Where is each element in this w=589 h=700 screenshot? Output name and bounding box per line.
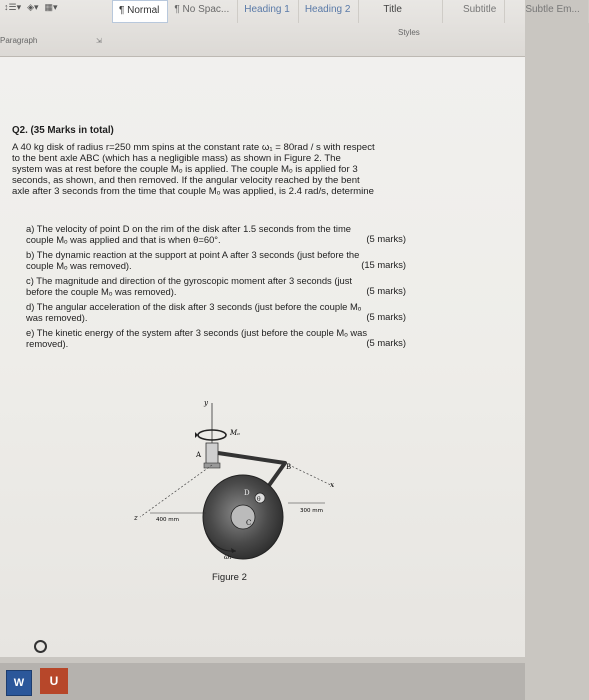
paragraph-group-label: Paragraph [0,36,38,45]
subq-line: before the couple Mₒ was removed). [26,285,177,297]
circle-cursor-icon [34,640,47,653]
z-label: z [134,514,138,522]
z-axis-line [140,465,212,517]
figure-2-diagram [120,395,350,565]
style-title[interactable]: Title [359,0,443,23]
subquestion-d [26,302,416,323]
style-heading-1[interactable]: Heading 1 [238,0,299,23]
subquestion-a [26,224,416,245]
subq-line: couple Mₒ was applied and that is when θ=60°. [26,233,221,245]
ribbon [0,0,580,57]
subq-line: a) The velocity of point D on the rim of the disk after 1.5 seconds from the time [26,223,351,234]
subq-line: b) The dynamic reaction at the support at point A after 3 seconds (just before the [26,249,360,260]
marks-label: (5 marks) [366,285,406,296]
body-line: A 40 kg disk of radius r=250 mm spins at the constant rate ω₁ = 80rad / s with respect [12,142,375,153]
shading-icon[interactable]: ◈▾ [27,2,39,12]
subquestion-b [26,250,416,271]
body-line: system was at rest before the couple Mₒ is applied. The couple Mₒ is applied for 3 [12,164,358,175]
body-line: to the bent axle ABC (which has a negligible mass) as shown in Figure 2. The [12,153,341,164]
marks-label: (5 marks) [366,233,406,244]
figure-caption: Figure 2 [212,572,247,583]
body-line: axle after 3 seconds from the time that couple Mₒ was applied, is 2.4 rad/s, determine [12,186,374,197]
disk-hub [231,505,255,529]
dialog-launcher-icon[interactable]: ⇲ [96,38,102,45]
marks-label: (5 marks) [366,311,406,322]
b-label: B [286,463,292,471]
mo-label: Mₒ [230,429,240,437]
d-label: D [244,489,250,497]
body-line: seconds, as shown, and then removed. If the angular velocity reached by the bent [12,175,360,186]
y-label: y [204,399,208,407]
styles-group-label: Styles [398,28,420,37]
style-no-spacing[interactable]: ¶ No Spac... [168,0,238,23]
style-subtle-emphasis[interactable]: Subtle Em... [505,0,588,23]
paragraph-tools [4,2,58,13]
word-app-icon[interactable]: W [6,670,32,696]
omega-label: ω₁ [224,553,232,561]
style-gallery [112,0,589,23]
subq-line: c) The magnitude and direction of the gyroscopic moment after 3 seconds (just [26,275,353,286]
x-axis-line [285,463,335,487]
support-a [206,443,218,465]
dim-400-label: 400 mm [156,517,179,523]
subq-line: removed). [26,337,69,349]
style-normal[interactable]: ¶ Normal [112,0,168,23]
question-body [12,142,417,197]
a-label: A [196,451,202,459]
subquestion-e [26,328,416,349]
marks-label: (5 marks) [366,337,406,348]
subquestion-c [26,276,416,297]
c-label: C [246,519,252,527]
pinned-app-icon[interactable]: U [40,668,68,694]
line-spacing-icon[interactable]: ↕☰▾ [4,2,22,12]
theta-label: θ [257,496,261,503]
taskbar [0,663,525,700]
subq-line: e) The kinetic energy of the system after 3 seconds (just before the couple Mₒ was [26,327,368,338]
marks-label: (15 marks) [361,259,406,270]
style-heading-2[interactable]: Heading 2 [299,0,360,23]
borders-icon[interactable]: ▦▾ [44,2,58,12]
question-heading: Q2. (35 Marks in total) [12,125,114,136]
subq-line: was removed). [26,311,88,323]
style-subtitle[interactable]: Subtitle [443,0,505,23]
x-label: x [330,481,334,489]
dim-300-label: 300 mm [300,508,323,514]
document-page[interactable] [0,57,525,657]
subq-line: couple Mₒ was removed). [26,259,132,271]
subq-line: d) The angular acceleration of the disk after 3 seconds (just before the couple Mₒ [26,301,362,312]
